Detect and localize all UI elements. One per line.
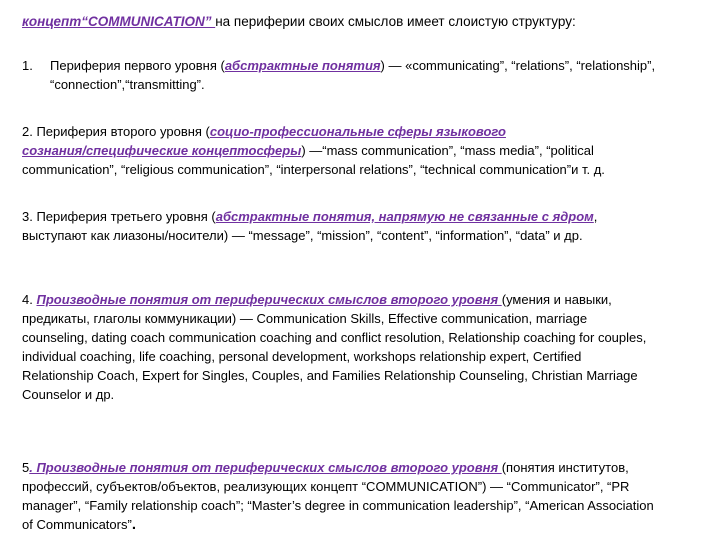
item-4-line-6: Counselor и др. bbox=[22, 387, 115, 402]
item-1-post: ) — «communicating”, “relations”, “relationship”, bbox=[380, 58, 656, 73]
item-4-line-4: individual coaching, life coaching, personal development, workshops relationship expert, Certified bbox=[22, 349, 582, 364]
item-3-post: , bbox=[593, 209, 598, 224]
item-4-line-3: counseling, dating coach communication coaching and conflict resolution, Relationship coaching for couples, bbox=[22, 330, 647, 345]
item-4 bbox=[22, 290, 646, 404]
item-5-post: (понятия институтов, bbox=[501, 460, 629, 475]
item-5-line-4: of Communicators” bbox=[22, 517, 132, 532]
item-5-line-3: manager”, “Family relationship coach”; “Master’s degree in communication leadership”, “American Association bbox=[22, 498, 654, 513]
item-3 bbox=[22, 207, 597, 245]
item-2-highlight-1: социо-профессиональные сферы языкового bbox=[209, 124, 506, 139]
item-1-pre: Периферия первого уровня ( bbox=[50, 58, 225, 73]
item-5-line-2: профессий, субъектов/объектов, реализующих концепт “COMMUNICATION”) — “Communicator”, “PR bbox=[22, 479, 630, 494]
item-2 bbox=[22, 122, 605, 179]
item-5-number: 5 bbox=[22, 460, 30, 475]
item-3-pre: 3. Периферия третьего уровня ( bbox=[22, 209, 216, 224]
item-4-line-2: предикаты, глаголы коммуникации) — Communication Skills, Effective communication, marriage bbox=[22, 311, 588, 326]
concept-term: концепт“COMMUNICATION” bbox=[22, 14, 216, 29]
item-2-pre: 2. Периферия второго уровня ( bbox=[22, 124, 210, 139]
item-4-highlight: Производные понятия от периферических смыслов второго уровня bbox=[36, 292, 502, 307]
item-4-post: (умения и навыки, bbox=[501, 292, 612, 307]
item-1-number: 1. bbox=[22, 58, 33, 73]
item-2-line-3: communication”, “religious communication”, “interpersonal relations”, “technical communication”и т. д. bbox=[22, 162, 605, 177]
item-5-end: . bbox=[131, 516, 136, 533]
item-4-line-5: Relationship Coach, Expert for Singles, Couples, and Families Relationship Counseling, Christian Marriage bbox=[22, 368, 638, 383]
item-1-line-2: “connection”,“transmitting”. bbox=[50, 77, 205, 92]
slide-title bbox=[22, 14, 576, 29]
item-3-highlight: абстрактные понятия, напрямую не связанные с ядром bbox=[215, 209, 594, 224]
item-5 bbox=[22, 458, 654, 534]
item-4-number: 4. bbox=[22, 292, 37, 307]
item-3-line-2: выступают как лиазоны/носители) — “message”, “mission”, “content”, “information”, “data” и др. bbox=[22, 228, 583, 243]
title-rest: на периферии своих смыслов имеет слоистую структуру: bbox=[215, 14, 576, 29]
item-5-highlight: . Производные понятия от периферических смыслов второго уровня bbox=[29, 460, 502, 475]
item-1-highlight: абстрактные понятия bbox=[224, 58, 381, 73]
item-2-highlight-2: сознания/специфические концептосферы bbox=[22, 143, 302, 158]
item-2-post: ) —“mass communication”, “mass media”, “political bbox=[301, 143, 594, 158]
